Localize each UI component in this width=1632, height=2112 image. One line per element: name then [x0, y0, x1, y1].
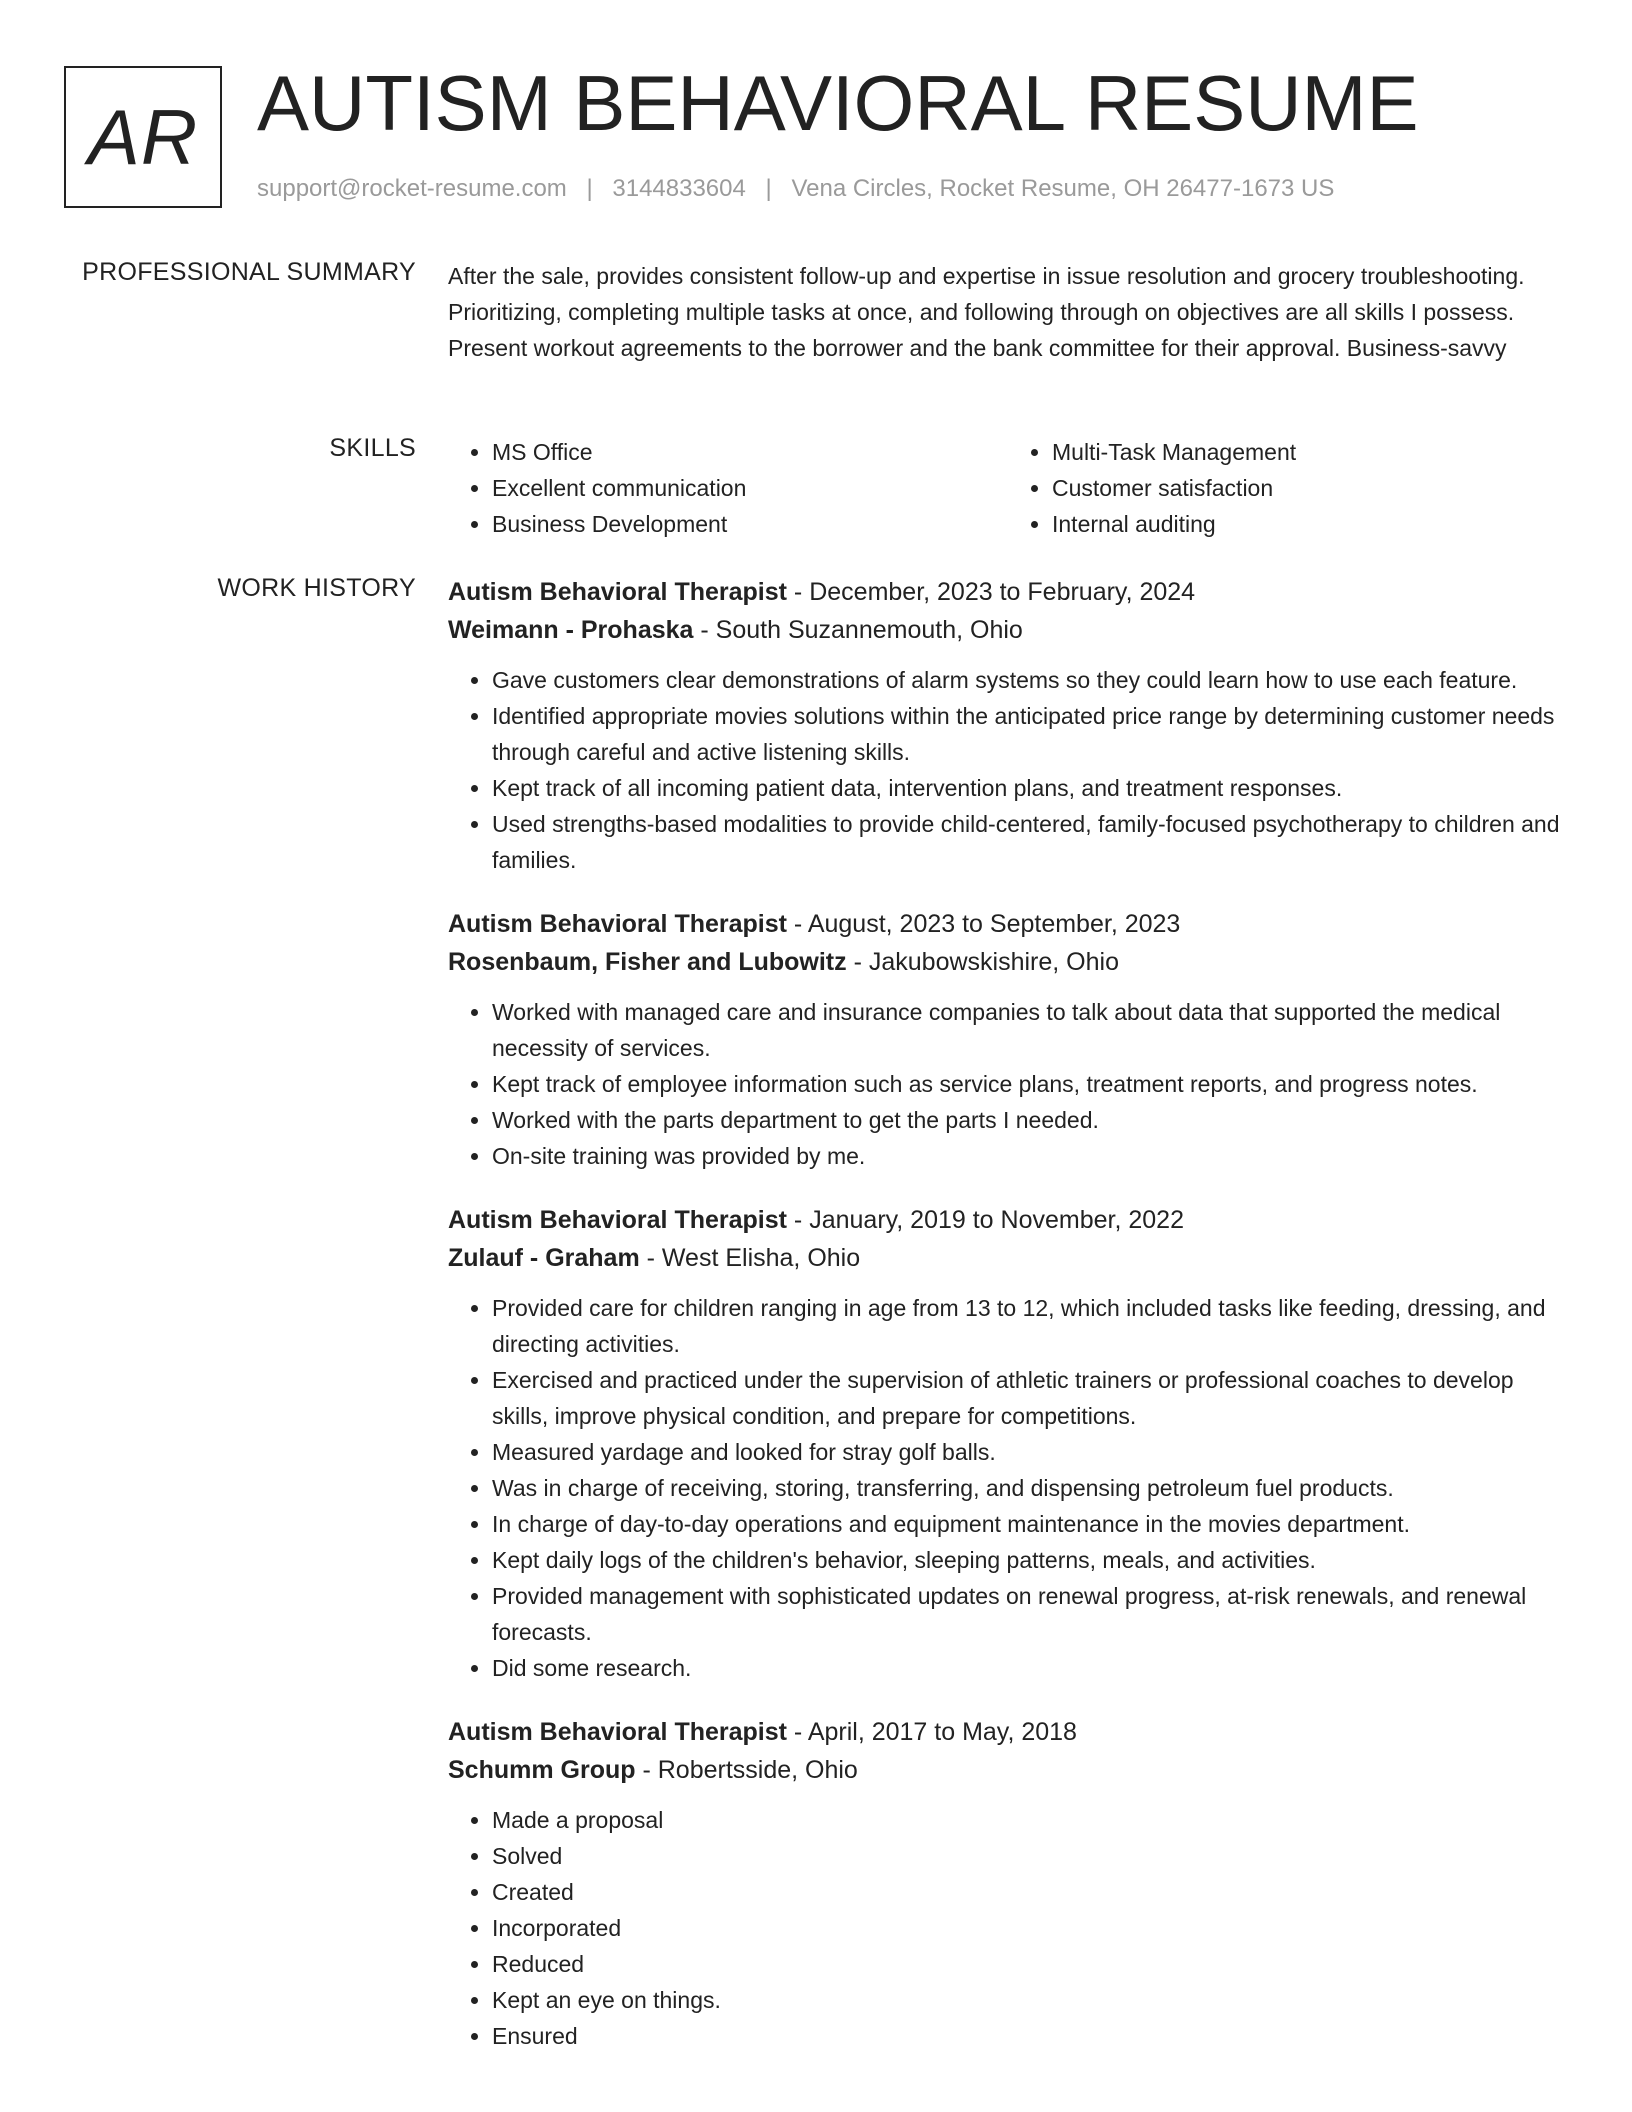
job-bullet: • Worked with managed care and insurance companies to talk about data that supported the medical necessity of services. [492, 994, 1568, 1066]
job-bullet: • In charge of day-to-day operations and equipment maintenance in the movies department. [492, 1506, 1568, 1542]
job-bullet: • Identified appropriate movies solutions within the anticipated price range by determining customer needs through careful and active listening skills. [492, 698, 1568, 770]
resume-title: AUTISM BEHAVIORAL RESUME [257, 59, 1419, 147]
job-company-line [448, 610, 1568, 650]
job-dates: - January, 2019 to November, 2022 [786, 1206, 1184, 1234]
skill-item: • Multi-Task Management [1052, 434, 1568, 470]
job-dates: - April, 2017 to May, 2018 [786, 1718, 1077, 1746]
contact-email: support@rocket-resume.com [257, 175, 567, 202]
job-dates: - December, 2023 to February, 2024 [786, 578, 1196, 606]
job-bullets [448, 1802, 1568, 2054]
contact-separator: | [765, 175, 772, 202]
job-bullet: • Created [492, 1874, 1568, 1910]
job-bullets [448, 662, 1568, 878]
job-bullet: • Kept track of all incoming patient data, intervention plans, and treatment responses. [492, 770, 1568, 806]
job-bullet: • Kept an eye on things. [492, 1982, 1568, 2018]
job-bullet: • Solved [492, 1838, 1568, 1874]
summary-text: After the sale, provides consistent follow-up and expertise in issue resolution and grocery troubleshooting. Prioritizing, completing multiple tasks at once, and following through on objectives are all skills I possess. Present workout agreements to the borrower and the bank committee for their approval. Business-savvy [448, 263, 1525, 361]
skill-item: • Business Development [492, 506, 1008, 542]
job-entry [448, 1714, 1568, 2054]
contact-address: Vena Circles, Rocket Resume, OH 26477-1673 US [791, 175, 1335, 202]
job-title: Autism Behavioral Therapist [448, 1718, 787, 1746]
contact-phone: 3144833604 [612, 175, 746, 202]
job-bullet: • Reduced [492, 1946, 1568, 1982]
job-company-line [448, 1238, 1568, 1278]
skills-grid [448, 434, 1568, 542]
contact-separator: | [586, 175, 593, 202]
job-bullet: • Gave customers clear demonstrations of alarm systems so they could learn how to use each feature. [492, 662, 1568, 698]
skill-item: • Internal auditing [1052, 506, 1568, 542]
job-title-line [448, 1714, 1568, 1750]
job-bullet: • On-site training was provided by me. [492, 1138, 1568, 1174]
job-location: - South Suzannemouth, Ohio [693, 616, 1023, 644]
job-entry [448, 1202, 1568, 1686]
job-bullet: • Used strengths-based modalities to provide child-centered, family-focused psychotherapy to children and families. [492, 806, 1568, 878]
job-title: Autism Behavioral Therapist [448, 1206, 787, 1234]
job-bullet: • Kept track of employee information such as service plans, treatment reports, and progress notes. [492, 1066, 1568, 1102]
section-label-work-history: WORK HISTORY [217, 574, 416, 602]
job-company: Zulauf - Graham [448, 1244, 640, 1272]
contact-line [257, 175, 1334, 203]
jobs-list [448, 574, 1568, 2082]
job-bullet: • Provided management with sophisticated updates on renewal progress, at-risk renewals, and renewal forecasts. [492, 1578, 1568, 1650]
skills-list-left [448, 434, 1008, 542]
job-bullet: • Worked with the parts department to get the parts I needed. [492, 1102, 1568, 1138]
job-company: Rosenbaum, Fisher and Lubowitz [448, 948, 847, 976]
job-title-line [448, 574, 1568, 610]
section-label-skills: SKILLS [329, 434, 416, 462]
job-location: - Jakubowskishire, Ohio [846, 948, 1119, 976]
job-bullet: • Was in charge of receiving, storing, transferring, and dispensing petroleum fuel products. [492, 1470, 1568, 1506]
job-location: - West Elisha, Ohio [639, 1244, 861, 1272]
job-bullets [448, 1290, 1568, 1686]
skill-item: • Customer satisfaction [1052, 470, 1568, 506]
job-company-line [448, 942, 1568, 982]
job-bullet: • Provided care for children ranging in age from 13 to 12, which included tasks like feeding, dressing, and directing activities. [492, 1290, 1568, 1362]
job-company: Schumm Group [448, 1756, 636, 1784]
job-bullet: • Ensured [492, 2018, 1568, 2054]
job-dates: - August, 2023 to September, 2023 [786, 910, 1181, 938]
section-label-summary: PROFESSIONAL SUMMARY [82, 258, 416, 286]
initials-monogram: AR [64, 66, 222, 208]
job-bullet: • Exercised and practiced under the supervision of athletic trainers or professional coaches to develop skills, improve physical condition, and prepare for competitions. [492, 1362, 1568, 1434]
job-title: Autism Behavioral Therapist [448, 578, 787, 606]
job-title: Autism Behavioral Therapist [448, 910, 787, 938]
job-location: - Robertsside, Ohio [635, 1756, 858, 1784]
skill-item: • MS Office [492, 434, 1008, 470]
job-entry [448, 574, 1568, 878]
job-title-line [448, 1202, 1568, 1238]
job-company-line [448, 1750, 1568, 1790]
job-bullet: • Measured yardage and looked for stray golf balls. [492, 1434, 1568, 1470]
job-bullet: • Incorporated [492, 1910, 1568, 1946]
skills-list-right [1008, 434, 1568, 542]
job-title-line [448, 906, 1568, 942]
job-entry [448, 906, 1568, 1174]
job-company: Weimann - Prohaska [448, 616, 694, 644]
job-bullet: • Made a proposal [492, 1802, 1568, 1838]
job-bullet: • Did some research. [492, 1650, 1568, 1686]
job-bullet: • Kept daily logs of the children's behavior, sleeping patterns, meals, and activities. [492, 1542, 1568, 1578]
job-bullets [448, 994, 1568, 1174]
skill-item: • Excellent communication [492, 470, 1008, 506]
